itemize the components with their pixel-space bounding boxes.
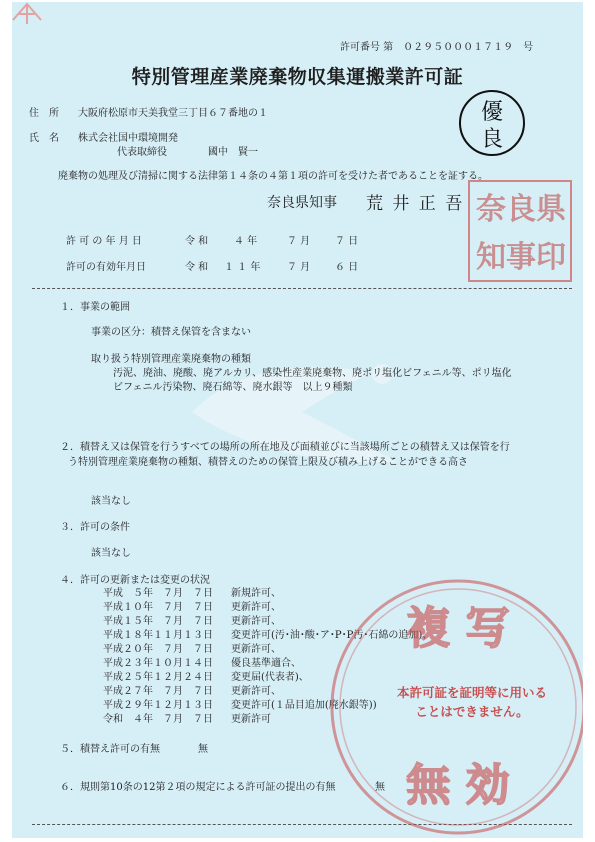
representative-name: 國中 賢一 bbox=[208, 147, 258, 158]
valid-until-month: ７ 月 bbox=[287, 262, 311, 273]
copy-notice-line: 本許可証を証明等に用いる bbox=[396, 685, 547, 700]
valid-until-label: 許可の有効年月日 bbox=[66, 262, 146, 273]
history-event: 更新許可 bbox=[231, 714, 271, 725]
permit-date-day: ７ 日 bbox=[335, 236, 359, 247]
copy-stamp-top: 複 写 bbox=[406, 603, 510, 654]
address-value: 大阪府松原市天美我堂三丁目６７番地の１ bbox=[78, 108, 268, 119]
section-3-value: 該当なし bbox=[91, 548, 131, 559]
license-number: 許可番号 第 ０２９５０００１７１９ 号 bbox=[340, 42, 534, 53]
official-seal bbox=[468, 180, 572, 282]
page-title: 特別管理産業廃棄物収集運搬業許可証 bbox=[131, 66, 464, 88]
history-date: 平成２３年１０月１４日 bbox=[103, 658, 213, 669]
certification-text: 廃棄物の処理及び清掃に関する法律第１４条の４第１項の許可を受けた者であることを証する。 bbox=[58, 171, 488, 182]
corner-stamp-icon bbox=[12, 2, 45, 26]
permit-date-year: ４ 年 bbox=[234, 236, 258, 247]
permit-date-era: 令 和 bbox=[185, 236, 209, 247]
section-6-title: ６．規則第10条の12第２項の規定による許可証の提出の有無 bbox=[60, 782, 336, 793]
history-event: 更新許可、 bbox=[231, 602, 281, 613]
seal-char: 県 bbox=[536, 192, 566, 227]
history-date: 令和 ４年 ７月 ７日 bbox=[103, 714, 213, 725]
waste-types-line: 汚泥、廃油、廃酸、廃アルカリ、感染性産業廃棄物、廃ポリ塩化ビフェニル等、ポリ塩化 bbox=[113, 368, 512, 379]
address-label: 住 所 bbox=[29, 108, 59, 119]
excellence-badge bbox=[459, 90, 525, 156]
history-date: 平成２５年１２月２４日 bbox=[103, 672, 213, 683]
history-date: 平成１５年 ７月 ７日 bbox=[103, 616, 213, 627]
history-date: 平成１０年 ７月 ７日 bbox=[103, 602, 213, 613]
section-5-title: ５．積替え許可の有無 bbox=[60, 744, 160, 755]
history-event: 優良基準適合、 bbox=[231, 658, 301, 669]
representative-title: 代表取締役 bbox=[117, 147, 167, 158]
history-date: 平成２０年 ７月 ７日 bbox=[103, 644, 213, 655]
history-event: 更新許可、 bbox=[231, 686, 281, 697]
issuer-title: 奈良県知事 bbox=[267, 195, 337, 211]
seal-char: 奈 bbox=[476, 192, 506, 227]
issuer-name: 荒 井 正 吾 bbox=[366, 194, 465, 214]
history-event: 更新許可、 bbox=[231, 644, 281, 655]
badge-char-1: 優 bbox=[480, 100, 503, 125]
company-name: 株式会社国中環境開発 bbox=[78, 133, 178, 144]
permit-certificate bbox=[12, 2, 583, 838]
history-event: 新規許可、 bbox=[231, 588, 281, 599]
history-date: 平成１８年１１月１３日 bbox=[103, 630, 213, 641]
section-6-value: 無 bbox=[375, 782, 385, 793]
seal-char: 良 bbox=[506, 192, 536, 227]
seal-char: 知 bbox=[476, 240, 506, 275]
section-2-title: ２．積替え又は保管を行うすべての場所の所在地及び面積並びに当該場所ごとの積替え又は保管を行 bbox=[60, 442, 510, 453]
divider bbox=[32, 288, 572, 289]
valid-until-year: １ １ 年 bbox=[224, 262, 261, 273]
waste-types-heading: 取り扱う特別管理産業廃棄物の種類 bbox=[91, 354, 251, 365]
badge-char-2: 良 bbox=[480, 127, 503, 152]
history-event: 更新許可、 bbox=[231, 616, 281, 627]
permit-date-label: 許 可 の 年 月 日 bbox=[66, 236, 142, 247]
copy-notice bbox=[372, 683, 572, 721]
seal-char: 事 bbox=[506, 240, 536, 275]
waste-types-line: ビフェニル汚染物、廃石綿等、廃水銀等 以上９種類 bbox=[113, 382, 353, 393]
section-2-value: 該当なし bbox=[91, 496, 131, 507]
history-event: 変更届(代表者)、 bbox=[231, 672, 309, 683]
valid-until-era: 令 和 bbox=[185, 262, 209, 273]
valid-until-day: ６ 日 bbox=[335, 262, 359, 273]
copy-notice-line: ことはできません。 bbox=[415, 704, 529, 719]
name-label: 氏 名 bbox=[29, 133, 59, 144]
section-1-title: １．事業の範囲 bbox=[60, 302, 130, 313]
permit-date-month: ７ 月 bbox=[287, 236, 311, 247]
seal-char: 印 bbox=[536, 240, 566, 275]
history-event: 変更許可(汚･油･酸･ア･P･P汚･石綿の追加)、 bbox=[231, 630, 433, 641]
history-date: 平成 ５年 ７月 ７日 bbox=[103, 588, 213, 599]
business-category: 事業の区分：積替え保管を含まない bbox=[91, 327, 251, 338]
history-date: 平成２９年１２月１３日 bbox=[103, 700, 213, 711]
section-5-value: 無 bbox=[198, 744, 208, 755]
section-4-title: ４．許可の更新または変更の状況 bbox=[60, 575, 210, 586]
history-date: 平成２７年 ７月 ７日 bbox=[103, 686, 213, 697]
history-event: 変更許可(１品目追加(廃水銀等)) bbox=[231, 700, 377, 711]
section-3-title: ３．許可の条件 bbox=[60, 522, 130, 533]
copy-stamp-bottom: 無 効 bbox=[406, 760, 510, 811]
section-2-title-cont: う特別管理産業廃棄物の種類、積替えのための保管上限及び積み上げることができる高さ bbox=[68, 457, 468, 468]
